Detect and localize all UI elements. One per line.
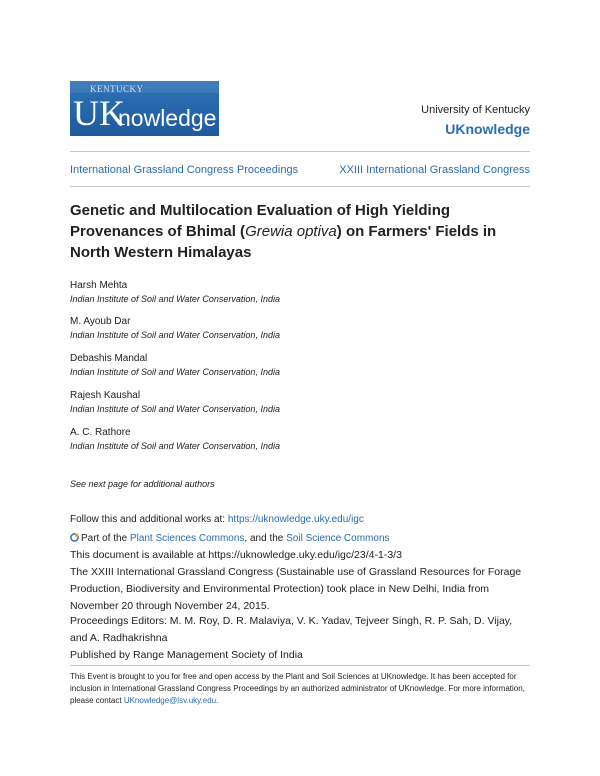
plant-sciences-commons-link[interactable]: Plant Sciences Commons — [129, 533, 245, 544]
university-name: University of Kentucky — [421, 104, 530, 116]
author-affiliation: Indian Institute of Soil and Water Conservation, India — [70, 367, 280, 377]
congress-link[interactable]: XXIII International Grassland Congress — [339, 164, 530, 176]
footer-end: . — [216, 696, 219, 705]
availability-statement: This document is available at https://uknowledge.uky.edu/igc/23/4-1-3/3 — [70, 549, 402, 561]
divider-top — [70, 151, 530, 152]
follow-line — [70, 514, 364, 525]
logo-nowledge-text: nowledge — [118, 105, 217, 131]
proceedings-link[interactable]: International Grassland Congress Proceedings — [70, 164, 299, 176]
uknowledge-logo[interactable] — [70, 81, 219, 136]
footer-text: This Event is brought to you for free and open access by the Plant and Soil Sciences at UKnowledge. It has been accepted for inclusion in International Grassland Congress Proceedings by an authorized administrator of UKnowledge. For more information, please contact — [70, 672, 525, 705]
author-affiliation: Indian Institute of Soil and Water Conservation, India — [70, 294, 280, 304]
part-of-prefix: Part of the — [81, 533, 130, 544]
divider-nav — [70, 186, 530, 187]
paper-title — [70, 200, 530, 263]
author-name: M. Ayoub Dar — [70, 316, 131, 327]
publisher-statement: Published by Range Management Society of India — [70, 649, 303, 661]
author-name: A. C. Rathore — [70, 427, 131, 438]
author-name: Debashis Mandal — [70, 353, 148, 364]
contact-email-link[interactable]: UKnowledge@lsv.uky.edu — [123, 696, 217, 705]
follow-prefix: Follow this and additional works at: — [70, 514, 228, 525]
divider-footer — [70, 665, 530, 666]
uknowledge-link[interactable]: UKnowledge — [445, 121, 530, 137]
author-affiliation: Indian Institute of Soil and Water Conservation, India — [70, 330, 280, 340]
author-name: Rajesh Kaushal — [70, 390, 141, 401]
title-part1: Genetic and Multilocation Evaluation of High Yielding Provenances of Bhimal ( — [70, 202, 451, 240]
footer-notice — [70, 671, 532, 707]
follow-link[interactable]: https://uknowledge.uky.edu/igc — [227, 514, 364, 525]
commons-network-icon — [70, 533, 79, 542]
part-of-line — [70, 533, 390, 544]
editors-statement: Proceedings Editors: M. M. Roy, D. R. Malaviya, V. K. Yadav, Tejveer Singh, R. P. Sah, D. Vijay, and A. Radhakrishna — [70, 615, 513, 644]
author-affiliation: Indian Institute of Soil and Water Conservation, India — [70, 404, 280, 414]
title-species: Grewia optiva — [245, 223, 337, 240]
soil-science-commons-link[interactable]: Soil Science Commons — [286, 533, 390, 544]
logo-uk-text: UK — [73, 93, 125, 133]
congress-statement: The XXIII International Grassland Congress (Sustainable use of Grassland Resources for Forage Production, Biodiversity and Environmental Protection) took place in New Delhi, India from November 20 through November 24, 2015. — [70, 566, 522, 612]
see-next-page-note: See next page for additional authors — [70, 479, 215, 489]
title-part2: ) on Farmers' Fields in North Western Himalayas — [70, 223, 497, 261]
author-name: Harsh Mehta — [70, 280, 128, 291]
part-of-middle: , and the — [244, 533, 287, 544]
author-affiliation: Indian Institute of Soil and Water Conservation, India — [70, 441, 280, 451]
logo-kentucky-text: KENTUCKY — [90, 84, 144, 94]
